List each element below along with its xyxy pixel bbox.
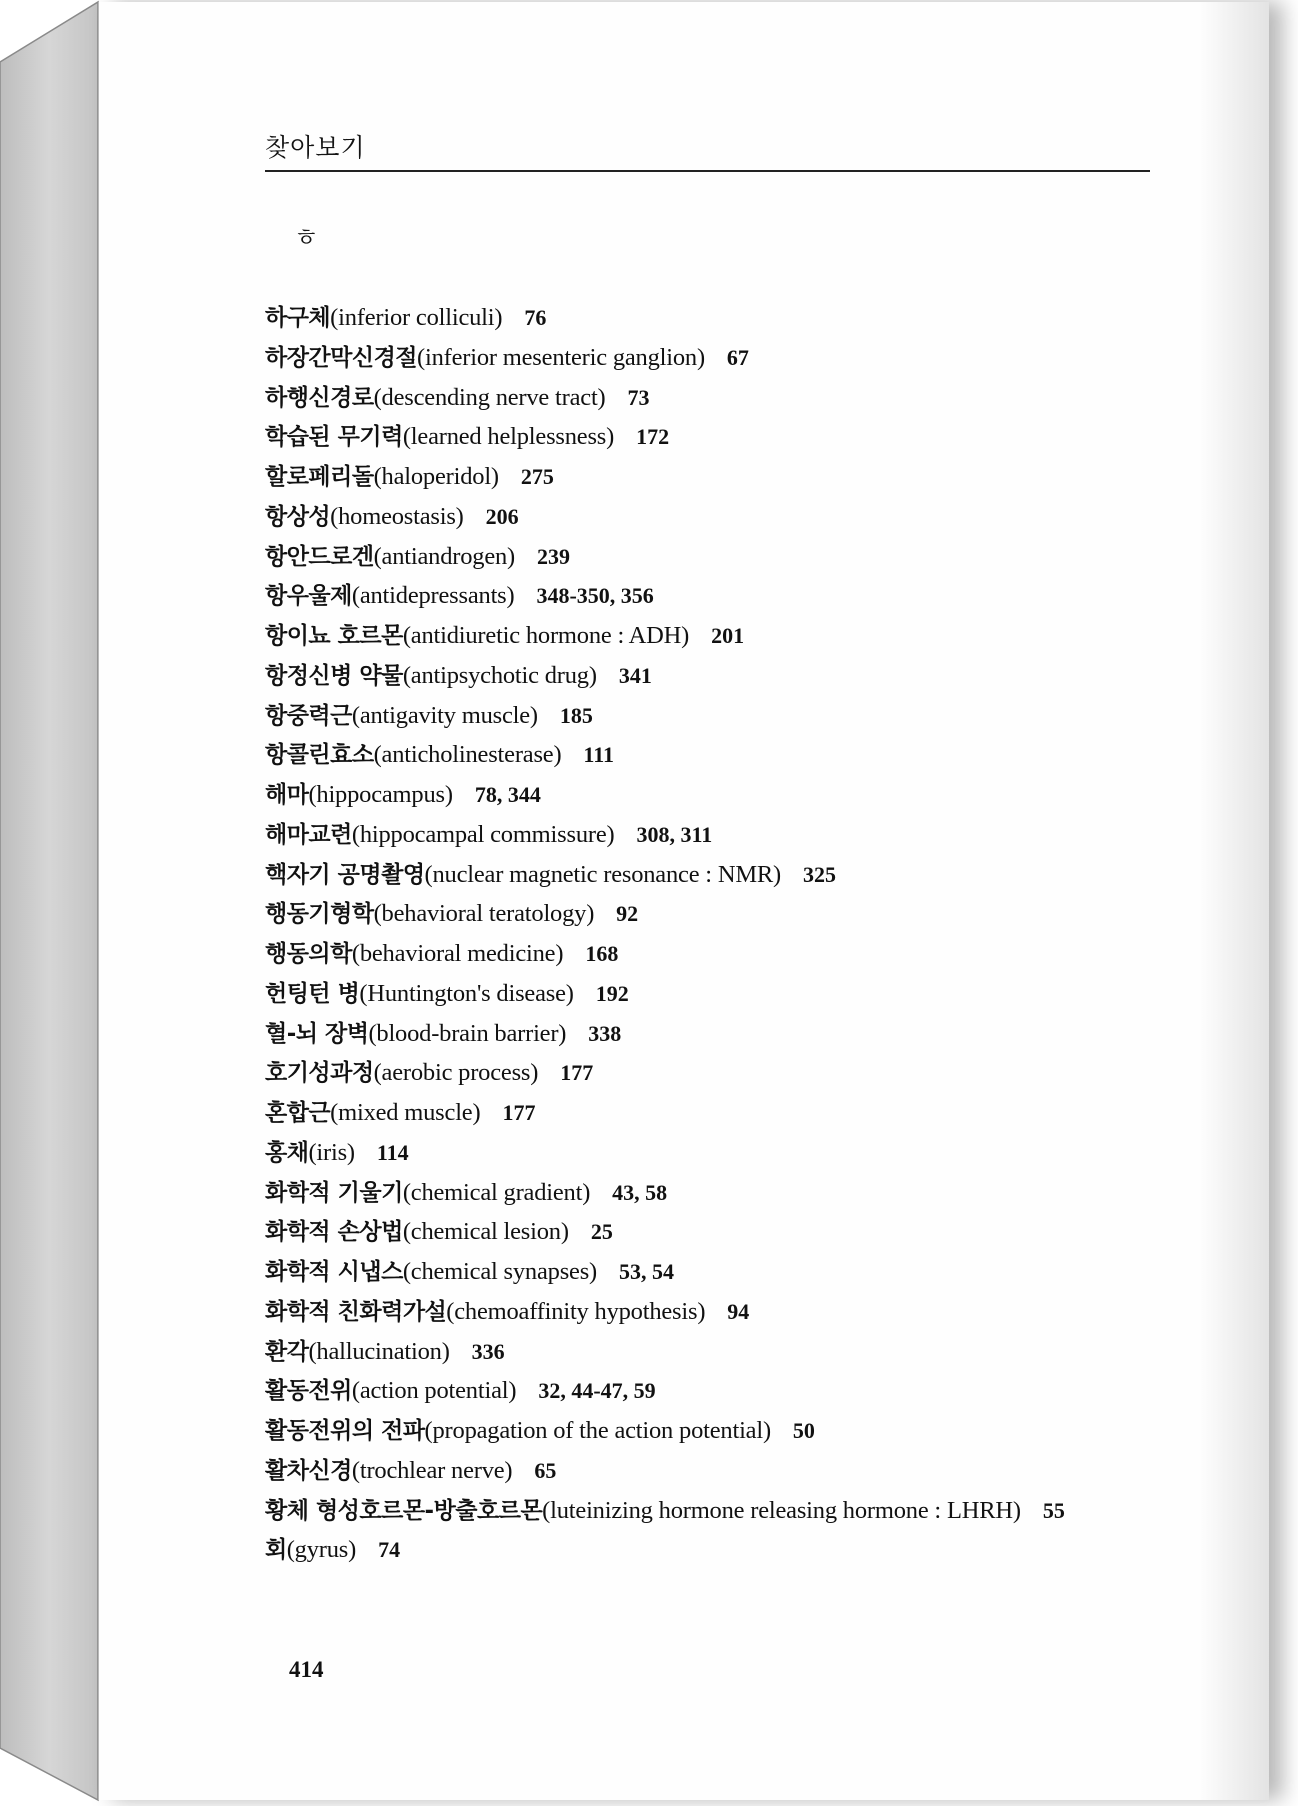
entry-korean-term: 하구체 <box>265 305 331 331</box>
entry-page-refs: 53, 54 <box>619 1259 674 1284</box>
entry-korean-term: 황체 형성호르몬-방출호르몬 <box>265 1497 543 1524</box>
index-entry <box>265 1530 1065 1570</box>
entry-english-term: (antidiuretic hormone : ADH) <box>402 622 690 649</box>
entry-page-refs: 114 <box>376 1139 409 1165</box>
entry-english-term: (chemical gradient) <box>402 1178 591 1206</box>
entry-korean-term: 할로페리돌 <box>265 464 374 490</box>
entry-page-refs: 67 <box>726 344 749 370</box>
entry-english-term: (antigavity muscle) <box>351 701 538 729</box>
entry-korean-term: 활동전위 <box>265 1378 352 1405</box>
entry-korean-term: 항안드로겐 <box>265 543 374 570</box>
entry-page-refs: 206 <box>485 503 519 529</box>
entry-english-term: (propagation of the action potential) <box>424 1417 771 1444</box>
entry-page-refs: 73 <box>627 384 650 410</box>
entry-english-term: (hallucination) <box>308 1337 450 1365</box>
entry-english-term: (nuclear magnetic resonance : NMR) <box>424 860 782 888</box>
index-entry <box>265 1411 1065 1451</box>
entry-page-refs: 201 <box>711 623 745 648</box>
entry-english-term: (antiandrogen) <box>373 542 516 570</box>
page-number: 414 <box>289 1657 324 1682</box>
entry-page-refs: 275 <box>520 464 554 489</box>
entry-page-refs: 32, 44-47, 59 <box>538 1378 656 1404</box>
index-entry <box>265 1332 1065 1372</box>
entry-english-term: (homeostasis) <box>330 502 464 530</box>
index-entry <box>265 1053 1065 1093</box>
index-entry <box>265 417 1065 457</box>
index-entry <box>265 656 1065 696</box>
entry-page-refs: 65 <box>534 1457 557 1483</box>
entry-korean-term: 화학적 시냅스 <box>265 1259 403 1285</box>
entry-korean-term: 회 <box>265 1537 287 1564</box>
index-entry <box>265 497 1065 537</box>
entry-korean-term: 항상성 <box>265 503 331 530</box>
entry-page-refs: 25 <box>590 1219 613 1245</box>
entry-english-term: (chemical synapses) <box>402 1258 597 1285</box>
index-entry <box>265 616 1065 656</box>
index-entry <box>265 934 1065 974</box>
entry-english-term: (blood-brain barrier) <box>368 1019 567 1047</box>
entry-page-refs: 177 <box>502 1100 536 1125</box>
entry-page-refs: 50 <box>792 1418 815 1443</box>
entry-page-refs: 74 <box>378 1537 401 1563</box>
entry-page-refs: 168 <box>585 941 619 966</box>
index-entry <box>265 775 1065 815</box>
book-page <box>98 2 1269 1800</box>
index-entry <box>265 1133 1065 1173</box>
index-entry <box>265 1014 1065 1054</box>
index-entry <box>265 974 1065 1014</box>
section-letter: ㅎ <box>294 223 319 252</box>
index-entry <box>265 1252 1065 1292</box>
entry-korean-term: 하장간막신경절 <box>265 344 418 371</box>
index-entry <box>265 1212 1065 1252</box>
entry-english-term: (inferior mesenteric ganglion) <box>417 343 705 371</box>
entry-page-refs: 348-350, 356 <box>536 583 654 609</box>
entry-english-term: (behavioral teratology) <box>373 900 595 928</box>
entry-korean-term: 항이뇨 호르몬 <box>265 623 403 649</box>
entry-english-term: (haloperidol) <box>373 463 499 490</box>
entry-korean-term: 학습된 무기력 <box>265 424 403 451</box>
entry-english-term: (anticholinesterase) <box>373 741 562 769</box>
entry-english-term: (antipsychotic drug) <box>402 661 597 689</box>
header-rule <box>265 170 1150 172</box>
entry-korean-term: 환각 <box>265 1338 309 1365</box>
entry-page-refs: 55 <box>1042 1497 1065 1523</box>
entry-english-term: (antidepressants) <box>351 582 515 610</box>
entry-page-refs: 76 <box>524 305 547 330</box>
entry-korean-term: 행동의학 <box>265 941 352 967</box>
entry-page-refs: 325 <box>803 861 837 887</box>
entry-korean-term: 항중력근 <box>265 702 352 729</box>
entry-english-term: (descending nerve tract) <box>373 383 606 411</box>
entry-page-refs: 78, 344 <box>474 782 541 807</box>
entry-korean-term: 혼합근 <box>265 1100 331 1126</box>
index-entry <box>265 1173 1065 1213</box>
entry-english-term: (chemoaffinity hypothesis) <box>446 1297 706 1325</box>
entry-page-refs: 185 <box>559 702 593 728</box>
entry-english-term: (learned helplessness) <box>402 423 615 451</box>
index-entry <box>265 576 1065 616</box>
entry-korean-term: 해마 <box>265 782 309 808</box>
index-entry <box>265 537 1065 577</box>
entry-english-term: (Huntington's disease) <box>359 979 574 1007</box>
index-entry <box>265 338 1065 378</box>
index-entry <box>265 855 1065 895</box>
entry-korean-term: 호기성과정 <box>265 1060 374 1087</box>
entry-korean-term: 해마교련 <box>265 821 352 848</box>
index-entry <box>265 1093 1065 1133</box>
entry-page-refs: 94 <box>727 1298 750 1324</box>
entry-korean-term: 핵자기 공명촬영 <box>265 861 425 888</box>
entry-korean-term: 혈-뇌 장벽 <box>265 1020 369 1047</box>
entry-english-term: (inferior colliculi) <box>330 304 503 331</box>
entry-page-refs: 239 <box>537 543 571 569</box>
entry-korean-term: 하행신경로 <box>265 384 374 411</box>
entry-english-term: (chemical lesion) <box>402 1218 569 1246</box>
index-entry <box>265 1491 1065 1531</box>
index-entry <box>265 378 1065 418</box>
entry-korean-term: 활동전위의 전파 <box>265 1418 425 1444</box>
index-entry <box>265 735 1065 775</box>
index-entry <box>265 457 1065 497</box>
entry-page-refs: 308, 311 <box>636 821 713 847</box>
entry-korean-term: 항우울제 <box>265 583 352 610</box>
entry-page-refs: 336 <box>471 1338 505 1364</box>
entry-page-refs: 111 <box>583 742 614 768</box>
index-entry <box>265 1451 1065 1491</box>
entry-korean-term: 헌팅턴 병 <box>265 980 360 1007</box>
entry-english-term: (hippocampus) <box>308 781 453 808</box>
index-entry-list <box>265 298 1065 1570</box>
entry-korean-term: 항정신병 약물 <box>265 662 403 689</box>
entry-korean-term: 홍채 <box>265 1139 309 1166</box>
entry-korean-term: 행동기형학 <box>265 901 374 928</box>
index-entry <box>265 1371 1065 1411</box>
entry-korean-term: 화학적 기울기 <box>265 1179 403 1206</box>
entry-korean-term: 화학적 손상법 <box>265 1219 403 1246</box>
entry-english-term: (action potential) <box>351 1377 517 1405</box>
entry-korean-term: 활차신경 <box>265 1457 352 1484</box>
entry-english-term: (trochlear nerve) <box>351 1456 513 1484</box>
index-entry <box>265 696 1065 736</box>
entry-korean-term: 화학적 친화력가설 <box>265 1298 447 1325</box>
entry-english-term: (aerobic process) <box>373 1059 539 1087</box>
index-entry <box>265 1292 1065 1332</box>
index-entry <box>265 894 1065 934</box>
entry-page-refs: 338 <box>588 1020 622 1046</box>
entry-page-refs: 172 <box>636 424 670 450</box>
entry-page-refs: 43, 58 <box>612 1179 668 1205</box>
entry-korean-term: 항콜린효소 <box>265 742 374 769</box>
entry-page-refs: 341 <box>618 662 652 688</box>
page-header-title: 찾아보기 <box>265 133 366 162</box>
entry-english-term: (mixed muscle) <box>330 1099 481 1126</box>
entry-page-refs: 92 <box>616 901 639 927</box>
index-entry <box>265 815 1065 855</box>
entry-english-term: (gyrus) <box>286 1536 357 1564</box>
entry-english-term: (behavioral medicine) <box>351 940 564 967</box>
entry-english-term: (iris) <box>308 1138 355 1166</box>
index-entry <box>265 298 1065 338</box>
book-spine <box>0 0 100 1806</box>
entry-english-term: (hippocampal commissure) <box>351 820 615 848</box>
entry-page-refs: 192 <box>595 980 629 1006</box>
entry-english-term: (luteinizing hormone releasing hormone : LHRH) <box>542 1496 1021 1524</box>
entry-page-refs: 177 <box>560 1060 594 1086</box>
